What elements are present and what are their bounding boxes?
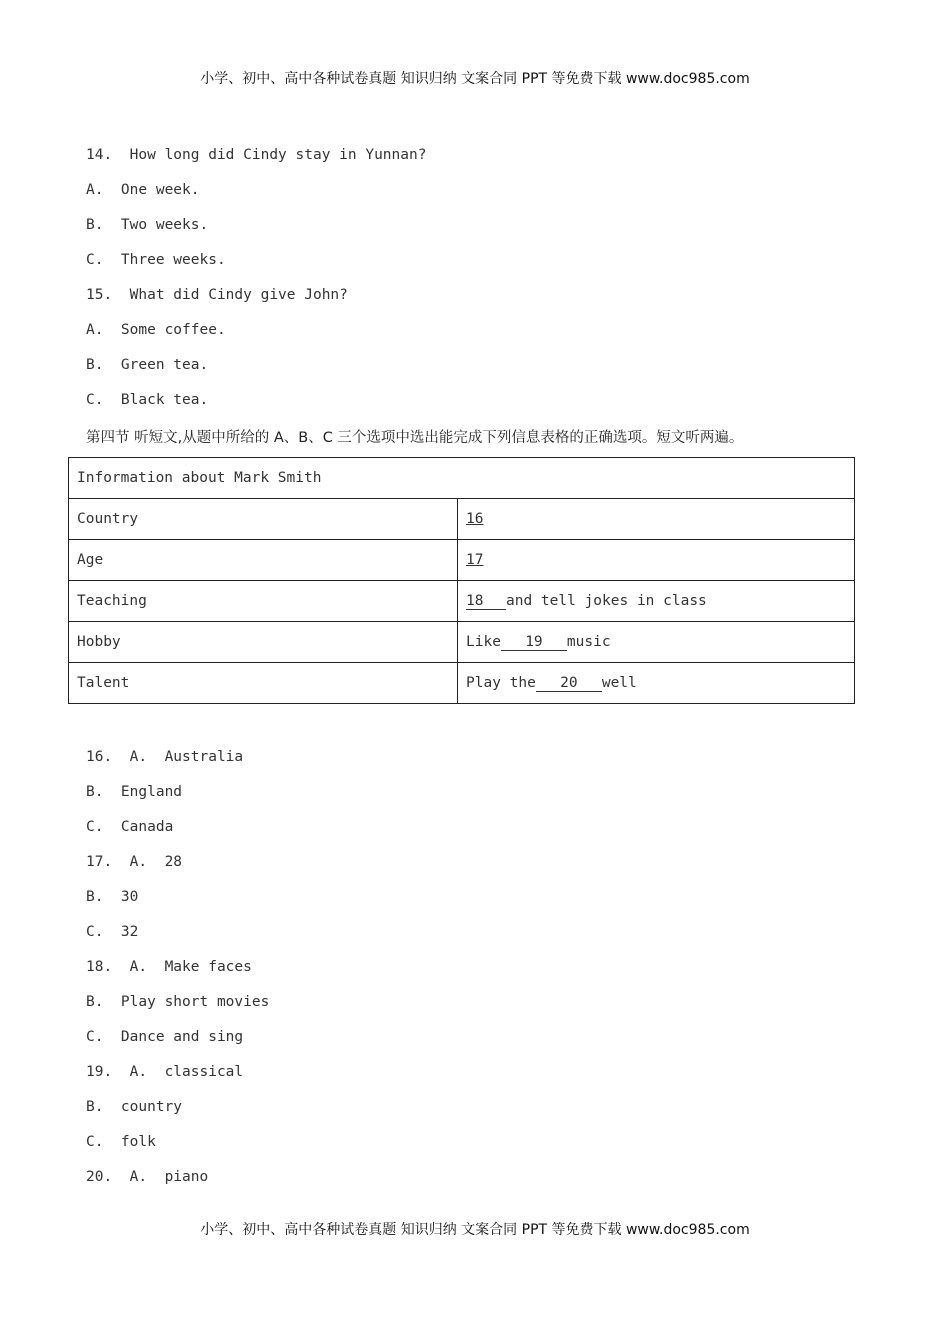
table-row bbox=[69, 581, 855, 622]
page-header: 小学、初中、高中各种试卷真题 知识归纳 文案合同 PPT 等免费下载 www.doc985.com bbox=[200, 71, 750, 87]
row-label-age: Age bbox=[69, 540, 458, 581]
talent-suffix: well bbox=[601, 674, 637, 691]
answer-16-b: B. England bbox=[86, 784, 183, 800]
table-row bbox=[69, 663, 855, 704]
answer-19-b: B. country bbox=[86, 1099, 183, 1115]
answer-20-a: 20. A. piano bbox=[86, 1169, 209, 1185]
answer-19-a: 19. A. classical bbox=[86, 1064, 244, 1080]
blank-20: 20 bbox=[536, 675, 602, 692]
option-15-c: C. Black tea. bbox=[86, 392, 209, 408]
option-14-b: B. Two weeks. bbox=[86, 217, 209, 233]
option-15-a: A. Some coffee. bbox=[86, 322, 226, 338]
row-value-teaching bbox=[458, 581, 855, 622]
answer-17-b: B. 30 bbox=[86, 889, 139, 905]
answer-16-a: 16. A. Australia bbox=[86, 749, 244, 765]
question-14: 14. How long did Cindy stay in Yunnan? bbox=[86, 147, 427, 163]
table-title-row bbox=[69, 458, 855, 499]
hobby-suffix: music bbox=[566, 633, 611, 650]
row-value-country bbox=[458, 499, 855, 540]
row-value-age bbox=[458, 540, 855, 581]
blank-16: 16 bbox=[466, 511, 484, 527]
row-value-hobby bbox=[458, 622, 855, 663]
hobby-prefix: Like bbox=[466, 633, 501, 650]
table-title: Information about Mark Smith bbox=[69, 458, 855, 499]
answer-18-b: B. Play short movies bbox=[86, 994, 270, 1010]
row-label-talent: Talent bbox=[69, 663, 458, 704]
option-15-b: B. Green tea. bbox=[86, 357, 209, 373]
page-footer: 小学、初中、高中各种试卷真题 知识归纳 文案合同 PPT 等免费下载 www.doc985.com bbox=[200, 1222, 750, 1238]
answer-18-a: 18. A. Make faces bbox=[86, 959, 252, 975]
answer-16-c: C. Canada bbox=[86, 819, 174, 835]
row-value-talent bbox=[458, 663, 855, 704]
question-15: 15. What did Cindy give John? bbox=[86, 287, 348, 303]
answer-17-c: C. 32 bbox=[86, 924, 139, 940]
info-table bbox=[68, 457, 855, 704]
answer-19-c: C. folk bbox=[86, 1134, 156, 1150]
talent-prefix: Play the bbox=[466, 674, 536, 691]
option-14-c: C. Three weeks. bbox=[86, 252, 226, 268]
teaching-suffix: and tell jokes in class bbox=[506, 592, 707, 609]
answer-18-c: C. Dance and sing bbox=[86, 1029, 244, 1045]
table-row bbox=[69, 540, 855, 581]
section-4-instructions: 第四节 听短文,从题中所给的 A、B、C 三个选项中选出能完成下列信息表格的正确选项。短文听两遍。 bbox=[86, 430, 744, 446]
table-row bbox=[69, 499, 855, 540]
blank-18: 18 bbox=[466, 593, 506, 610]
option-14-a: A. One week. bbox=[86, 182, 200, 198]
answer-17-a: 17. A. 28 bbox=[86, 854, 183, 870]
blank-17: 17 bbox=[466, 552, 484, 568]
table-row bbox=[69, 622, 855, 663]
row-label-hobby: Hobby bbox=[69, 622, 458, 663]
row-label-country: Country bbox=[69, 499, 458, 540]
blank-19: 19 bbox=[501, 634, 567, 651]
row-label-teaching: Teaching bbox=[69, 581, 458, 622]
